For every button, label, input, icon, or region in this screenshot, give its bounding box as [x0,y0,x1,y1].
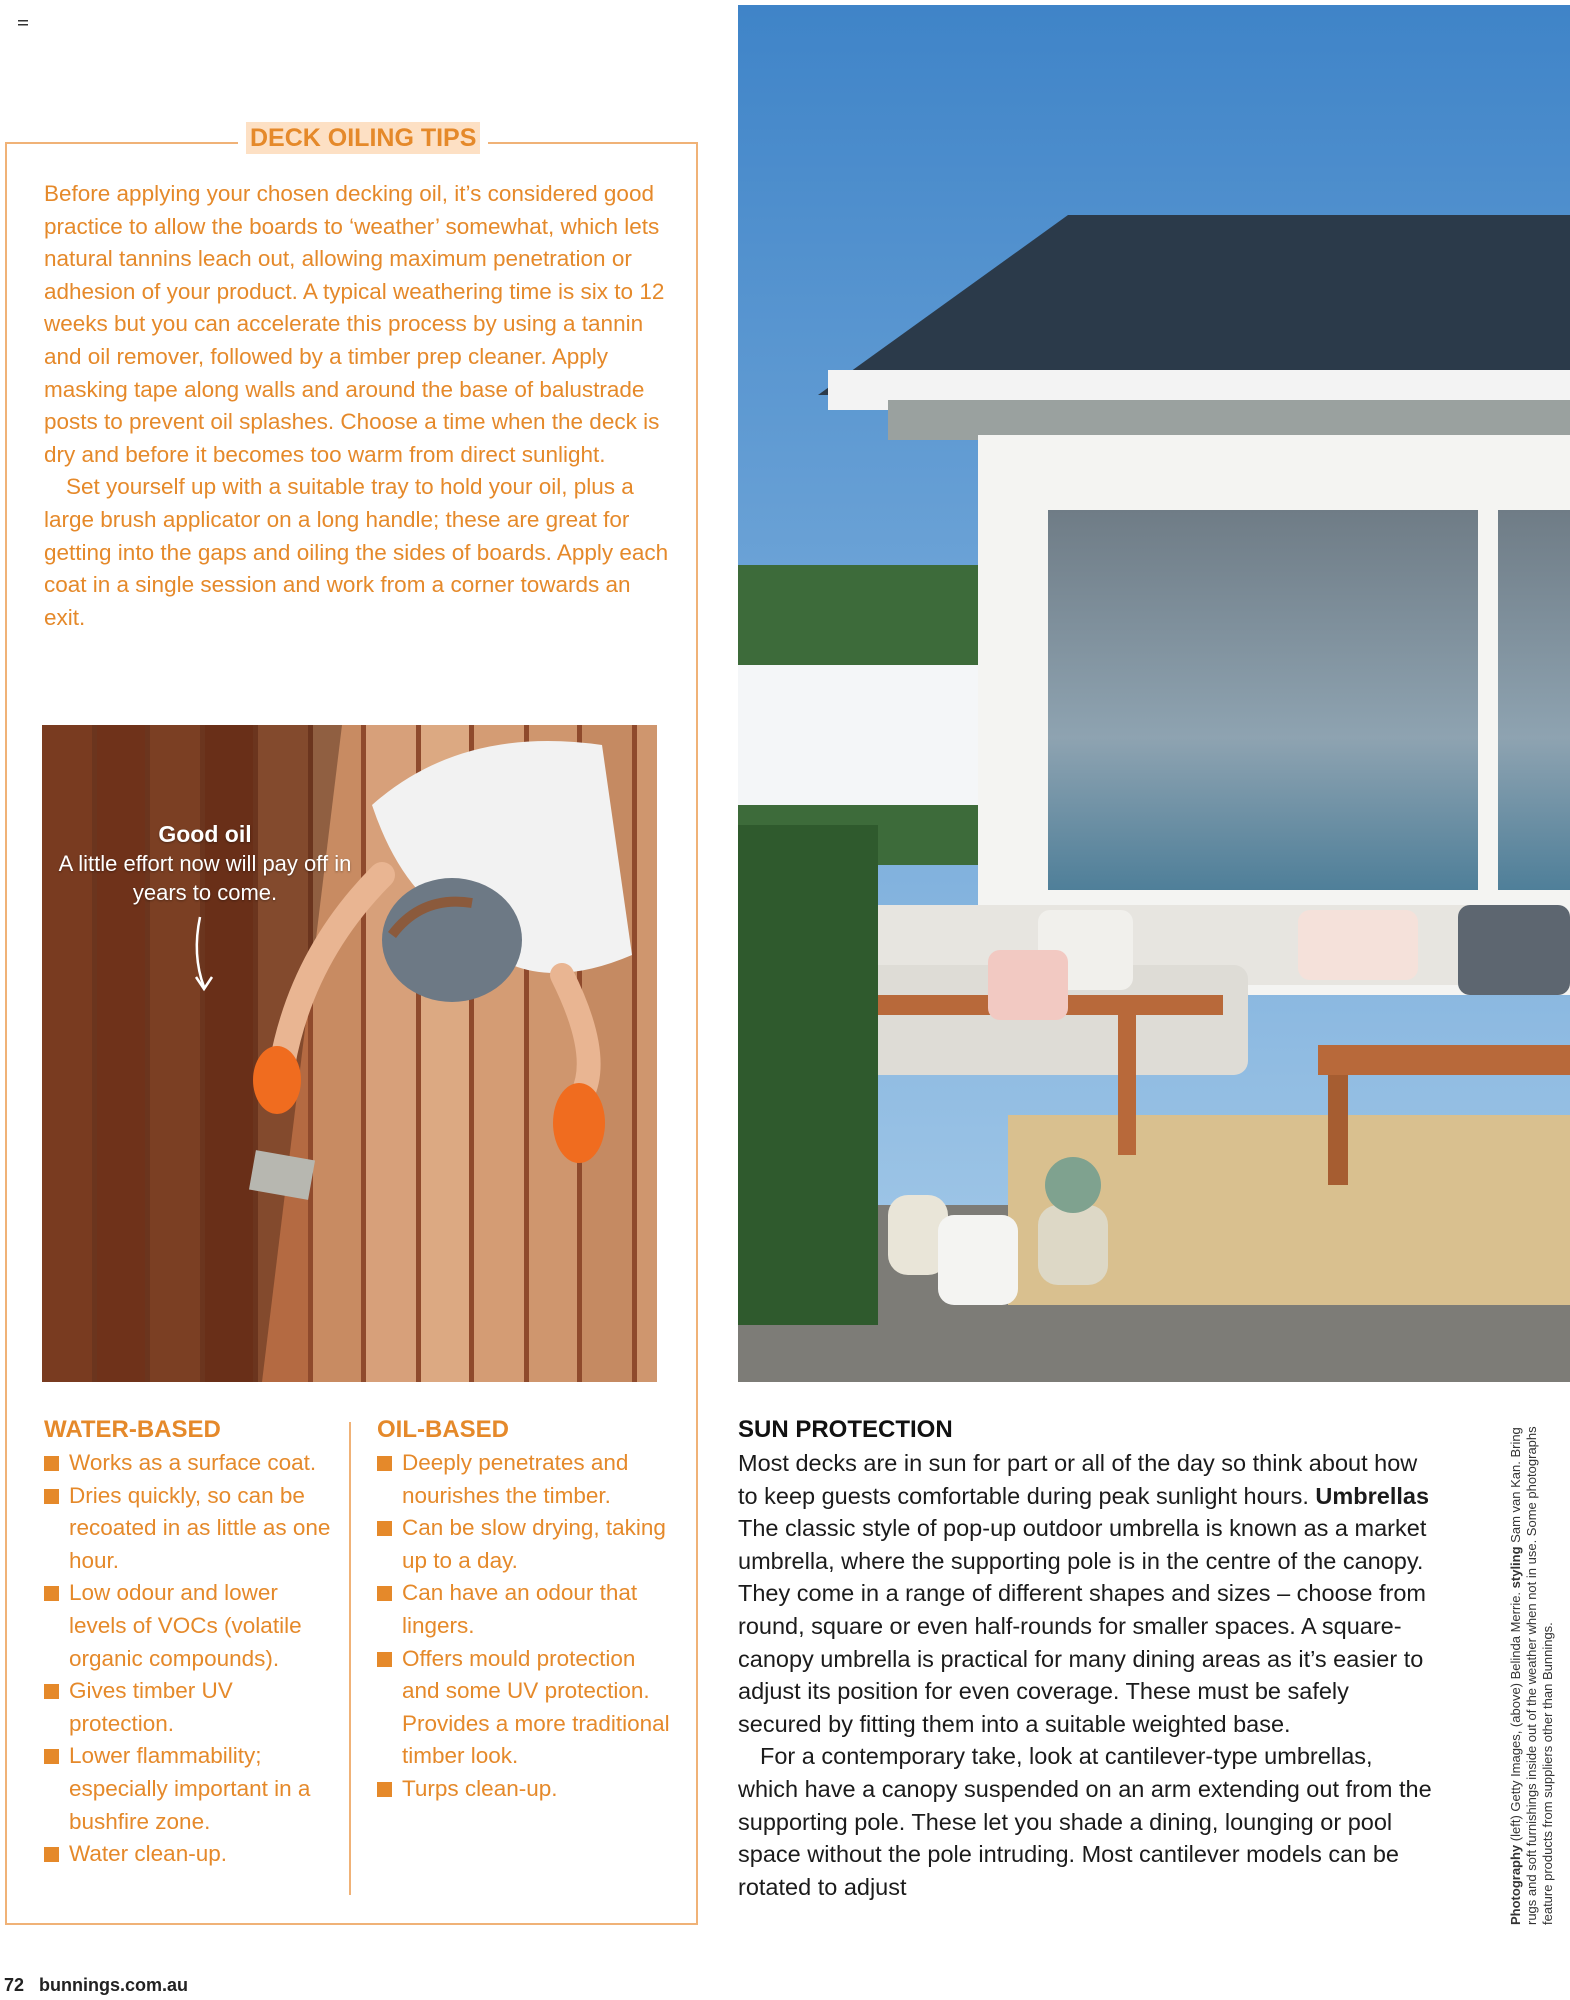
window [1048,510,1478,890]
list-item: Works as a surface coat. [44,1447,334,1480]
sun-paragraph-1: Most decks are in sun for part or all of the day so think about how to keep guests comfortable during peak sunlight hours. Umbrellas The classic style of pop-up outdoor umbrella is known as a market umbrella, where the supporting pole is in the centre of the canopy. They come in a range of different shapes and sizes – choose from round, square or even half-rounds for smaller spaces. A square-canopy umbrella is practical for many dining areas as it’s easier to adjust its position for even coverage. These must be safely secured by fitting them into a suitable weighted base. [738,1450,1430,1737]
water-based-list [44,1447,334,1871]
list-item: Lower flammability; especially important in a bushfire zone. [44,1740,334,1838]
box-title: DECK OILING TIPS [238,124,488,153]
menu-icon [18,20,28,26]
arrow-down-icon [190,915,220,995]
caption-text: A little effort now will pay off in years to come. [58,851,352,905]
tips-text [44,178,674,634]
sun-protection-heading: SUN PROTECTION [738,1416,953,1443]
tips-paragraph-2: Set yourself up with a suitable tray to hold your oil, plus a large brush applicator on a long handle; these are great for getting into the gaps and oiling the sides of boards. Apply each coat in a single session and work from a corner towards an exit. [44,474,669,630]
shrubs [738,825,878,1325]
page-footer [4,1975,188,1996]
column-divider [349,1422,351,1895]
list-item: Can have an odour that lingers. [377,1577,677,1642]
list-item: Gives timber UV protection. [44,1675,334,1740]
water-based-heading: WATER-BASED [44,1416,221,1443]
photo-credits: Photography (left) Getty Images, (above) Belinda Merrie. styling Sam van Kan. Bring rugs and soft furnishings inside out of the weather when not in use. Some photographs feature products from suppliers other than Bunnings. [1508,1426,1555,1925]
deck-lounge-illustration [738,5,1570,1382]
list-item: Water clean-up. [44,1838,334,1871]
list-item: Turps clean-up. [377,1773,677,1806]
list-item: Dries quickly, so can be recoated in as little as one hour. [44,1480,334,1578]
oil-based-heading: OIL-BASED [377,1416,509,1443]
deck-lounge-photo [738,5,1570,1382]
list-item: Low odour and lower levels of VOCs (volatile organic compounds). [44,1577,334,1675]
tips-paragraph-1: Before applying your chosen decking oil, it’s considered good practice to allow the boards to ‘weather’ somewhat, which lets natural tannins leach out, allowing maximum penetration or adhesion of your product. A typical weathering time is six to 12 weeks but you can accelerate this process by using a tannin and oil remover, followed by a timber prep cleaner. Apply masking tape along walls and around the base of balustrade posts to prevent oil splashes. Choose a time when the deck is dry and before it becomes too warm from direct sunlight. [44,181,665,467]
boat [738,665,978,805]
caption-heading: Good oil [158,821,252,847]
site-link[interactable]: bunnings.com.au [39,1975,189,1995]
sun-paragraph-2: For a contemporary take, look at cantilever-type umbrellas, which have a canopy suspended on an arm extending out from the supporting pole. These let you shade a dining, lounging or pool space without the pole intruding. Most cantilever models can be rotated to adjust [738,1743,1432,1900]
oil-based-list [377,1447,677,1806]
sun-protection-text [738,1447,1438,1903]
photo-caption [50,820,360,995]
coffee-table [1318,1045,1570,1075]
page-number: 72 [4,1975,25,1995]
list-item: Can be slow drying, taking up to a day. [377,1512,677,1577]
list-item: Deeply penetrates and nourishes the timber. [377,1447,677,1512]
list-item: Offers mould protection and some UV protection. Provides a more traditional timber look. [377,1643,677,1773]
